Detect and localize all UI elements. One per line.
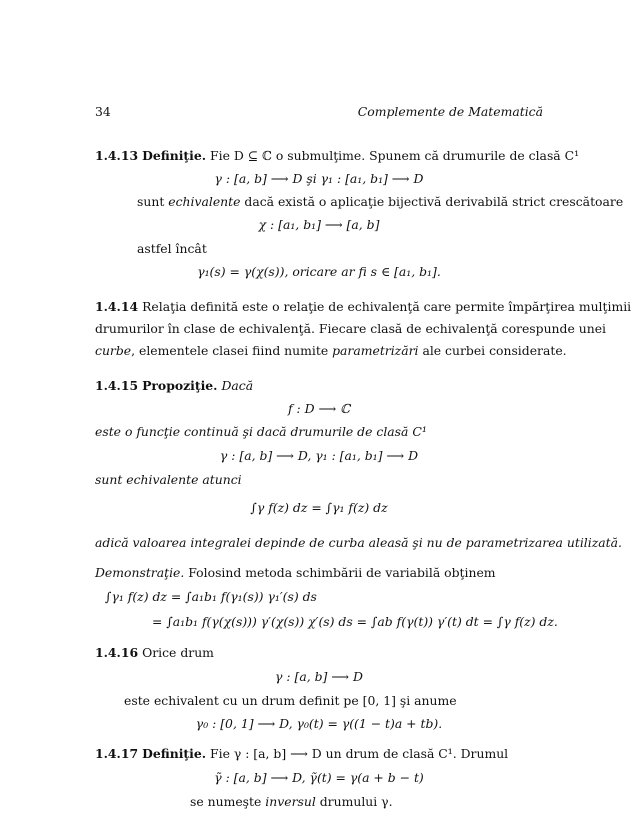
text-fragment: sunt	[137, 194, 169, 209]
proof-label: Demonstraţie.	[95, 565, 185, 580]
formula: γ : [a, b] ⟶ D, γ₁ : [a₁, b₁] ⟶ D	[219, 448, 419, 463]
formula: γ₀ : [0, 1] ⟶ D, γ₀(t) = γ((1 − t)a + tb).	[195, 716, 443, 731]
section-number: 1.4.13	[95, 148, 139, 163]
section-number: 1.4.17	[95, 746, 139, 761]
text-fragment: se numeşte	[190, 794, 266, 809]
remark-1-4-16	[95, 645, 214, 660]
formula: γ₁(s) = γ(χ(s)), oricare ar fi s ∈ [a₁, b₁].	[197, 264, 441, 279]
section-heading: Propoziţie.	[142, 378, 218, 393]
section-number: 1.4.15	[95, 378, 139, 393]
paragraph-line: este echivalent cu un drum definit pe [0, 1] şi anume	[124, 693, 457, 708]
formula: f : D ⟶ ℂ	[287, 401, 351, 416]
proof-line	[95, 565, 496, 580]
text-fragment: drumului γ.	[315, 794, 393, 809]
text-fragment: Folosind metoda schimbării de variabilă obţinem	[184, 565, 496, 580]
paragraph-text: Orice drum	[142, 645, 214, 660]
proposition-1-4-15	[95, 378, 253, 393]
formula: χ : [a₁, b₁] ⟶ [a, b]	[258, 217, 380, 232]
paragraph-text: Fie D ⊆ ℂ o submulţime. Spunem că drumurile de clasă C¹	[210, 148, 580, 163]
remark-1-4-14	[95, 299, 631, 314]
paragraph-line	[95, 343, 567, 358]
definition-1-4-17	[95, 746, 508, 761]
formula: γ : [a, b] ⟶ D şi γ₁ : [a₁, b₁] ⟶ D	[214, 171, 424, 186]
emphasis: parametrizări	[332, 343, 419, 358]
definition-1-4-13	[95, 148, 579, 163]
integral-formula: ∫γ f(z) dz = ∫γ₁ f(z) dz	[250, 500, 388, 515]
paragraph-line: drumurilor în clase de echivalenţă. Fiecare clasă de echivalenţă corespunde unei	[95, 321, 606, 336]
paragraph-line: sunt echivalente atunci	[95, 472, 242, 487]
emphasis: echivalente	[168, 194, 241, 209]
emphasis: inversul	[265, 794, 316, 809]
paragraph-line	[137, 194, 623, 209]
paragraph-line: astfel încât	[137, 241, 207, 256]
proof-formula: ∫γ₁ f(z) dz = ∫a₁b₁ f(γ₁(s)) γ₁′(s) ds	[105, 589, 317, 604]
running-title: Complemente de Matematică	[357, 104, 543, 119]
paragraph-line	[190, 794, 393, 809]
section-number: 1.4.14	[95, 299, 139, 314]
section-number: 1.4.16	[95, 645, 139, 660]
paragraph-text: Fie γ : [a, b] ⟶ D un drum de clasă C¹. Drumul	[210, 746, 509, 761]
section-heading: Definiţie.	[142, 148, 207, 163]
page-number: 34	[95, 104, 111, 119]
text-fragment: , elementele clasei fiind numite	[131, 343, 333, 358]
paragraph-line: adică valoarea integralei depinde de curba aleasă şi nu de parametrizarea utilizată.	[95, 535, 622, 550]
formula: γ : [a, b] ⟶ D	[275, 669, 363, 684]
paragraph-text: Relaţia definită este o relaţie de echivalenţă care permite împărţirea mulţimii	[142, 299, 632, 314]
text-fragment: ale curbei considerate.	[418, 343, 567, 358]
emphasis: curbe	[95, 343, 132, 358]
formula: γ̃ : [a, b] ⟶ D, γ̃(t) = γ(a + b − t)	[214, 770, 424, 785]
text-fragment: dacă există o aplicaţie bijectivă derivabilă strict crescătoare	[240, 194, 624, 209]
paragraph-line: este o funcţie continuă şi dacă drumurile de clasă C¹	[95, 424, 427, 439]
section-heading: Definiţie.	[142, 746, 207, 761]
proof-formula: = ∫a₁b₁ f(γ(χ(s))) γ′(χ(s)) χ′(s) ds = ∫ab f(γ(t)) γ′(t) dt = ∫γ f(z) dz.	[152, 614, 558, 629]
paragraph-text: Dacă	[221, 378, 254, 393]
